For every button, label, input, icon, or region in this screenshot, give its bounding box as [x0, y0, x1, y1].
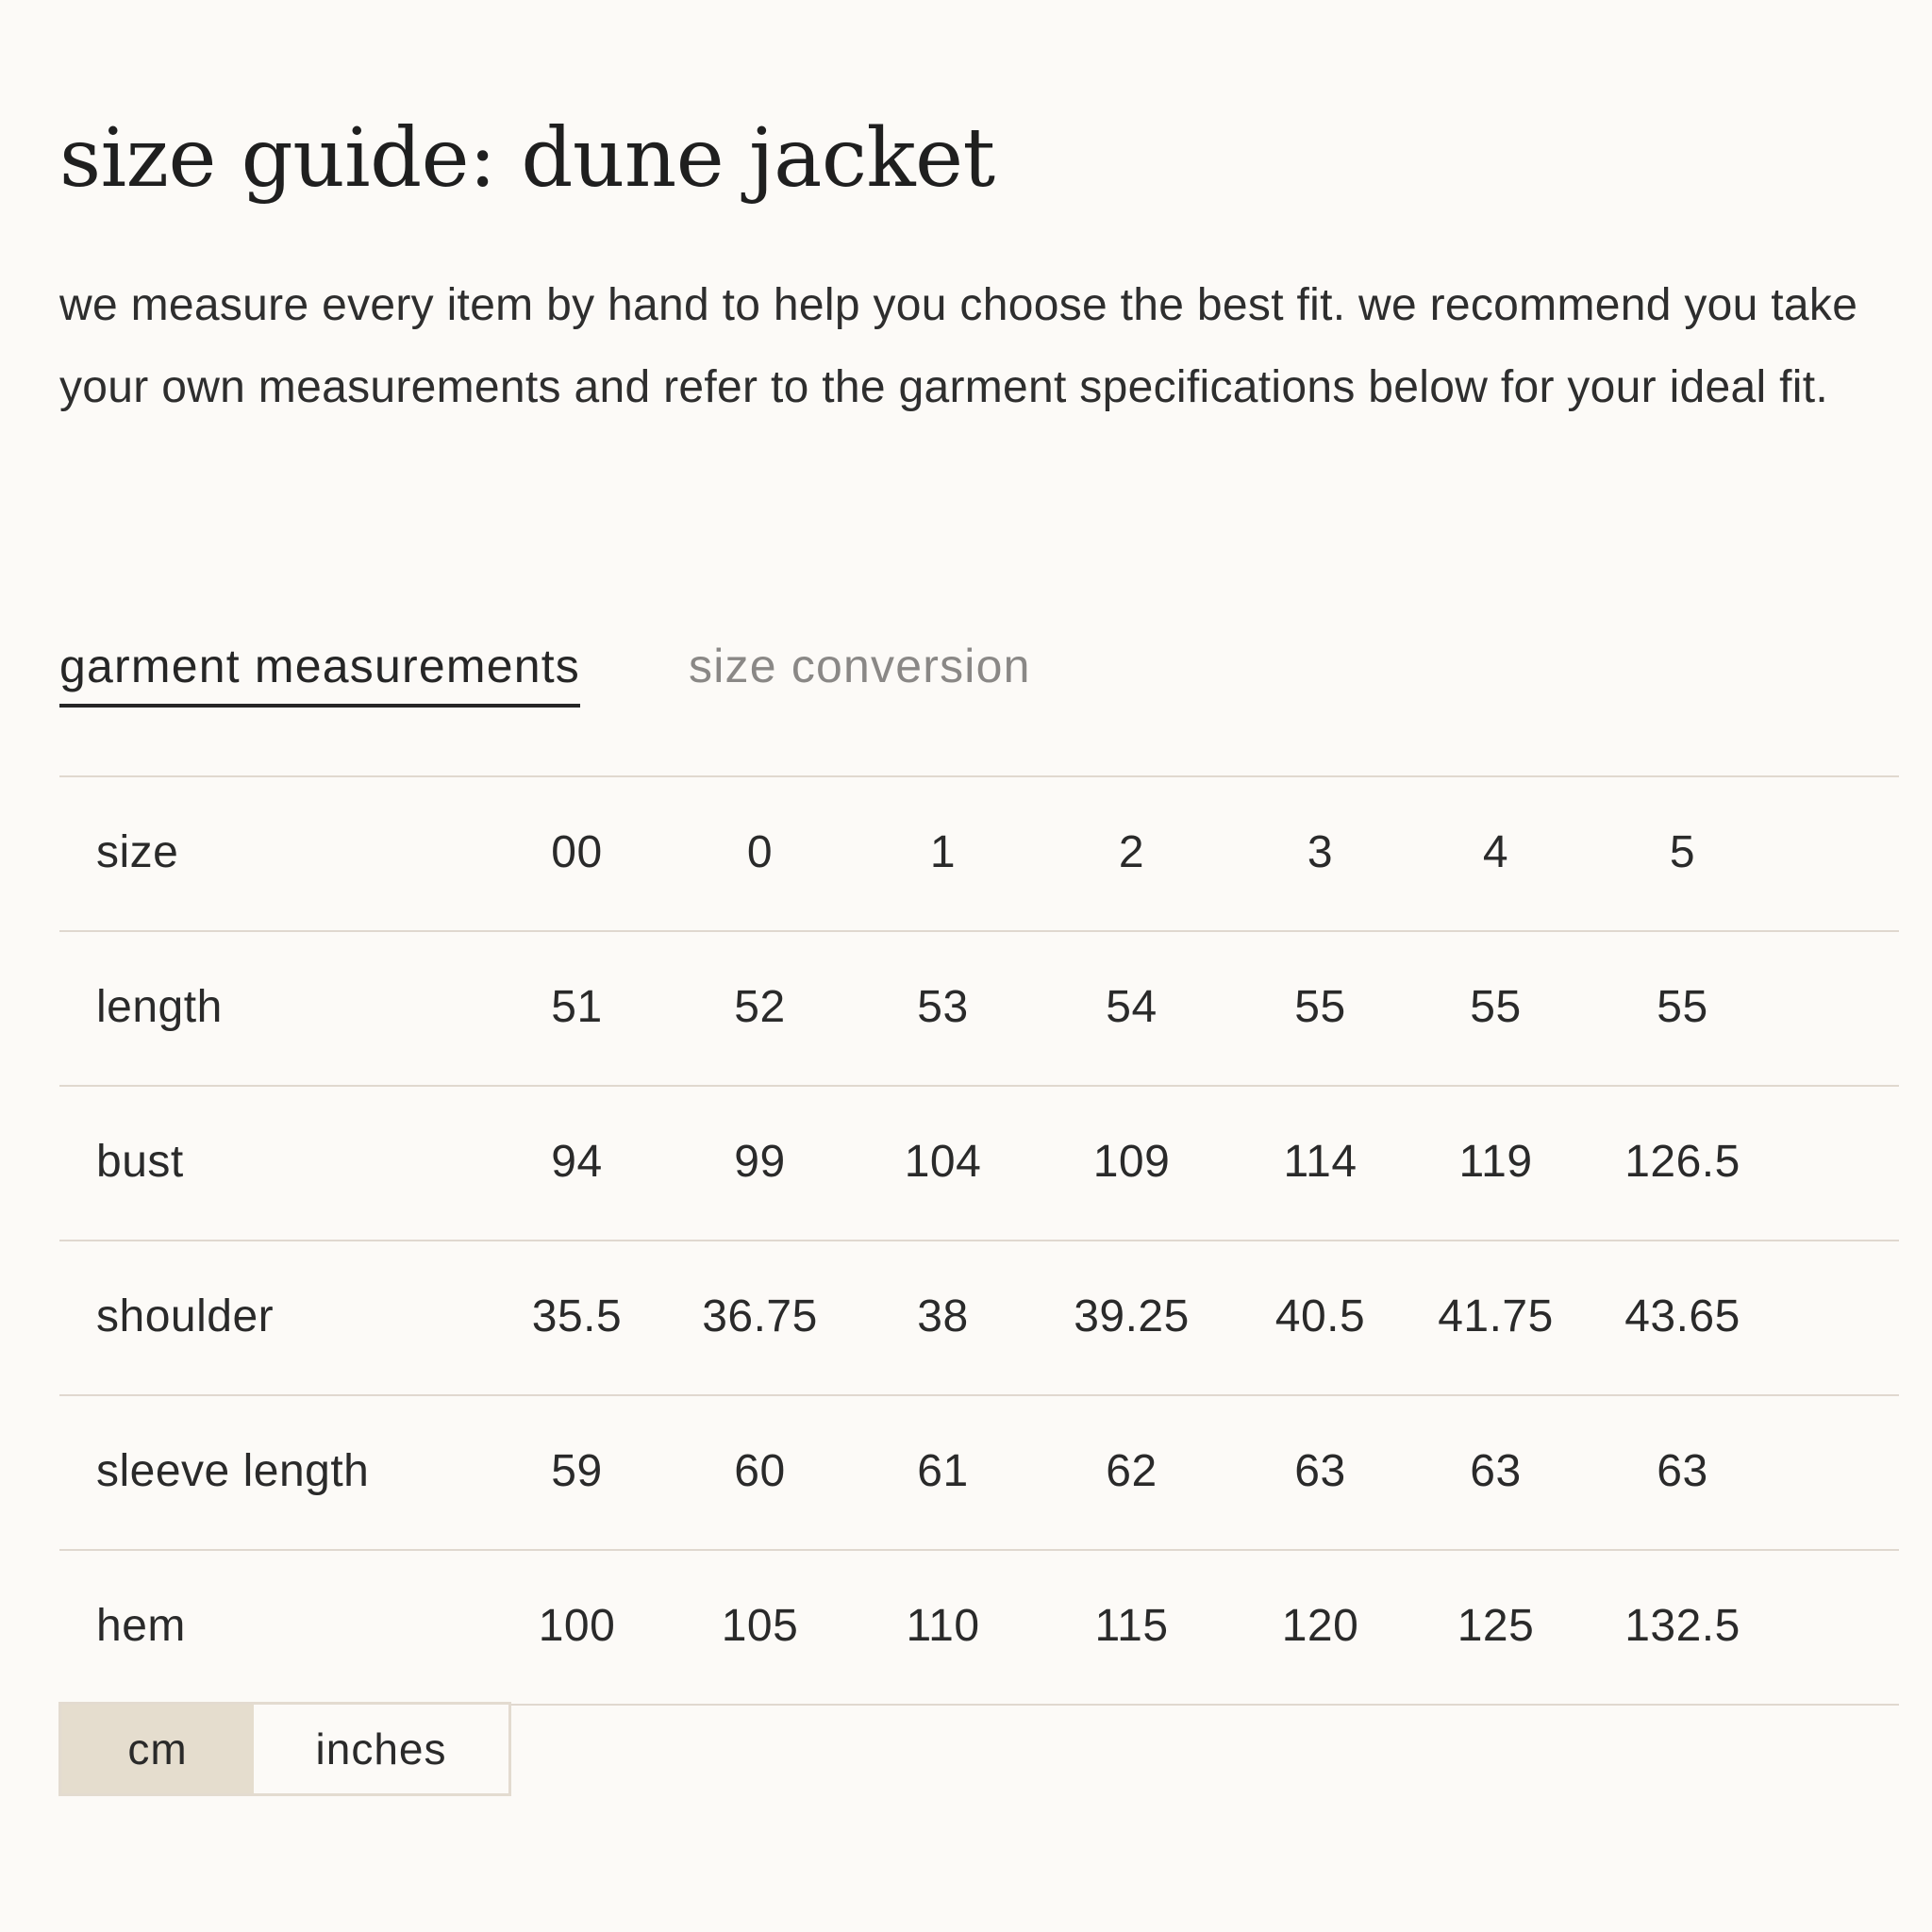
table-cell: 62 — [1106, 1446, 1158, 1496]
table-cell: 126.5 — [1624, 1137, 1740, 1187]
table-cell: 35.5 — [531, 1291, 623, 1341]
tab-bar — [59, 632, 1031, 708]
intro-text: we measure every item by hand to help you choose the best fit. we recommend you take your own measurements and refer to the garment specifications below for your ideal fit. — [59, 280, 1858, 412]
table-cell: 63 — [1470, 1446, 1522, 1496]
table-row-bust — [59, 1087, 1899, 1241]
table-cell: 38 — [917, 1291, 969, 1341]
table-cell: 55 — [1470, 982, 1522, 1032]
table-cell: 36.75 — [702, 1291, 818, 1341]
page-title: size guide: dune jacket — [59, 111, 995, 206]
table-cell: 41.75 — [1438, 1291, 1554, 1341]
table-cell: 54 — [1106, 982, 1158, 1032]
table-cell: 43.65 — [1624, 1291, 1740, 1341]
table-cell: 60 — [734, 1446, 786, 1496]
table-cell: 2 — [1118, 827, 1145, 877]
table-cell: 63 — [1657, 1446, 1708, 1496]
table-cell: 59 — [551, 1446, 603, 1496]
table-cell: 114 — [1283, 1137, 1357, 1187]
table-cell: 94 — [551, 1137, 603, 1187]
table-cell: 120 — [1281, 1601, 1359, 1651]
table-row-length — [59, 932, 1899, 1087]
measurements-table — [59, 775, 1899, 1706]
table-cell: 55 — [1657, 982, 1708, 1032]
table-cell: 1 — [929, 827, 957, 877]
table-cell: 104 — [904, 1137, 982, 1187]
table-cell: 52 — [734, 982, 786, 1032]
table-cell: 99 — [734, 1137, 786, 1187]
table-cell: 0 — [746, 827, 774, 877]
table-cell: 115 — [1094, 1601, 1169, 1651]
table-cell: 3 — [1307, 827, 1334, 877]
table-cell: 40.5 — [1274, 1291, 1366, 1341]
table-cell: 63 — [1294, 1446, 1346, 1496]
row-label: length — [96, 982, 223, 1032]
table-row-shoulder — [59, 1241, 1899, 1396]
table-cell: 61 — [917, 1446, 969, 1496]
tab-garment-measurements[interactable]: garment measurements — [59, 632, 580, 708]
table-cell: 00 — [551, 827, 603, 877]
table-cell: 39.25 — [1074, 1291, 1190, 1341]
table-row-size — [59, 777, 1899, 932]
table-cell: 51 — [551, 982, 603, 1032]
table-cell: 132.5 — [1624, 1601, 1740, 1651]
table-cell: 5 — [1669, 827, 1696, 877]
table-cell: 110 — [906, 1601, 980, 1651]
table-cell: 53 — [917, 982, 969, 1032]
row-label: size — [96, 827, 179, 877]
row-label: sleeve length — [96, 1446, 370, 1496]
row-label: hem — [96, 1601, 186, 1651]
table-row-hem — [59, 1551, 1899, 1706]
tab-size-conversion[interactable]: size conversion — [689, 640, 1031, 692]
unit-toggle — [58, 1702, 511, 1796]
table-cell: 125 — [1457, 1601, 1535, 1651]
table-cell: 109 — [1092, 1137, 1171, 1187]
table-cell: 4 — [1482, 827, 1509, 877]
unit-cm-button[interactable]: cm — [61, 1705, 254, 1793]
table-cell: 55 — [1294, 982, 1346, 1032]
row-label: shoulder — [96, 1291, 275, 1341]
table-cell: 119 — [1458, 1137, 1533, 1187]
table-cell: 105 — [721, 1601, 799, 1651]
unit-inches-button[interactable]: inches — [254, 1705, 508, 1793]
table-cell: 100 — [538, 1601, 616, 1651]
row-label: bust — [96, 1137, 184, 1187]
table-row-sleeve-length — [59, 1396, 1899, 1551]
